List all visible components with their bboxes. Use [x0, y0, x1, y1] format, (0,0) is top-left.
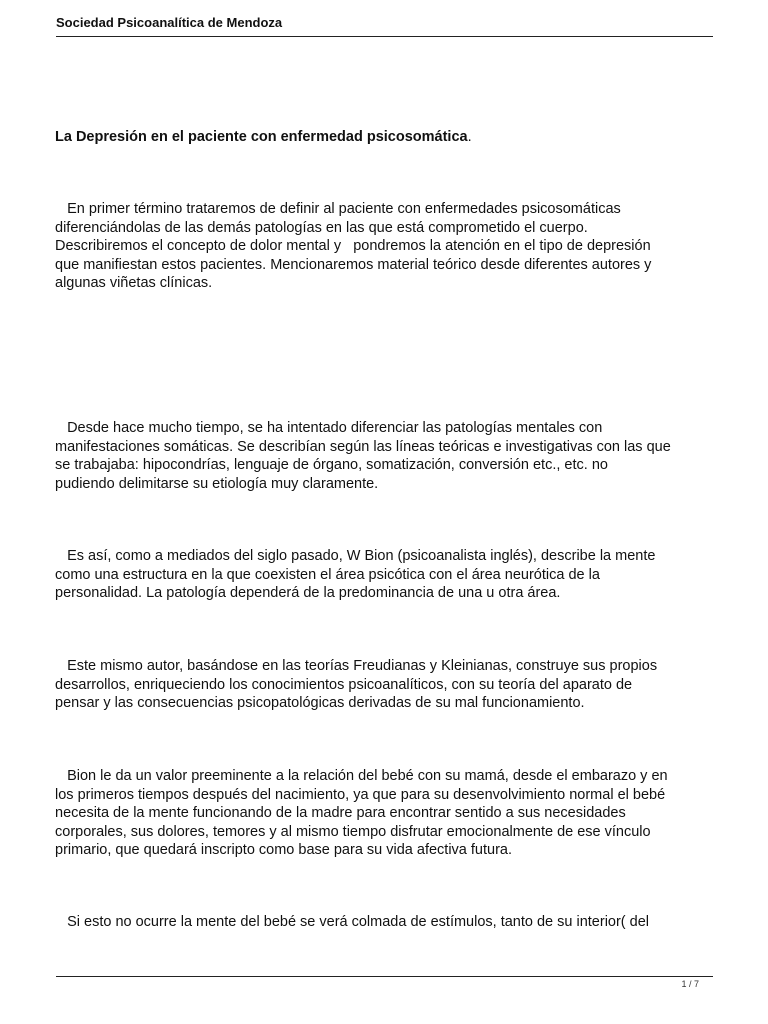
paragraph-line: como una estructura en la que coexisten el área psicótica con el área neurótica de la	[55, 566, 600, 583]
paragraph-3	[55, 547, 720, 603]
document-title-period: .	[467, 129, 472, 145]
paragraph-line: pensar y las consecuencias psicopatológicas derivadas de su mal funcionamiento.	[55, 695, 585, 712]
paragraph-line: algunas viñetas clínicas.	[55, 275, 213, 292]
paragraph-line: se trabajaba: hipocondrías, lenguaje de órgano, somatización, conversión etc., etc. no	[55, 457, 608, 474]
paragraph-line: manifestaciones somáticas. Se describían según las líneas teóricas e investigativas con las que	[55, 438, 671, 455]
paragraph-line: corporales, sus dolores, temores y al mismo tiempo disfrutar emocionalmente de ese vínculo	[55, 823, 651, 840]
paragraph-line: En primer término trataremos de definir al paciente con enfermedades psicosomáticas	[55, 201, 621, 217]
paragraph-1	[55, 200, 720, 293]
paragraph-line: desarrollos, enriqueciendo los conocimientos psicoanalíticos, con su teoría del aparato de	[55, 676, 633, 693]
paragraph-line: Bion le da un valor preeminente a la relación del bebé con su mamá, desde el embarazo y en	[55, 768, 668, 784]
paragraph-line: primario, que quedará inscripto como base para su vida afectiva futura.	[55, 842, 512, 859]
paragraph-line: Si esto no ocurre la mente del bebé se verá colmada de estímulos, tanto de su interior( del	[55, 914, 650, 930]
paragraph-5	[55, 767, 720, 860]
page-footer	[56, 976, 713, 989]
paragraph-4	[55, 657, 720, 713]
paragraph-line: Este mismo autor, basándose en las teorías Freudianas y Kleinianas, construye sus propios	[55, 658, 658, 674]
paragraph-2	[55, 419, 720, 493]
paragraph-6	[55, 913, 720, 932]
paragraph-line: Es así, como a mediados del siglo pasado, W Bion (psicoanalista inglés), describe la mente	[55, 548, 656, 564]
paragraph-line: que manifiestan estos pacientes. Mencionaremos material teórico desde diferentes autores y	[55, 256, 652, 273]
document-title-text: La Depresión en el paciente con enfermedad psicosomática	[55, 129, 468, 145]
paragraph-line: diferenciándolas de las demás patologías en las que está comprometido el cuerpo.	[55, 219, 588, 236]
paragraph-line: los primeros tiempos después del nacimiento, ya que para su desenvolvimiento normal el bebé	[55, 786, 666, 803]
paragraph-line: pudiendo delimitarse su etiología muy claramente.	[55, 475, 379, 492]
paragraph-line: Describiremos el concepto de dolor mental y pondremos la atención en el tipo de depresión	[55, 238, 651, 255]
header-title: Sociedad Psicoanalítica de Mendoza	[56, 15, 283, 30]
paragraph-line: personalidad. La patología dependerá de la predominancia de una u otra área.	[55, 585, 561, 602]
paragraph-line: Desde hace mucho tiempo, se ha intentado diferenciar las patologías mentales con	[55, 420, 603, 436]
page-number: 1 / 7	[681, 979, 699, 989]
document-title	[55, 128, 472, 146]
paragraph-line: necesita de la mente funcionando de la madre para encontrar sentido a sus necesidades	[55, 805, 626, 822]
page-header	[56, 14, 713, 37]
